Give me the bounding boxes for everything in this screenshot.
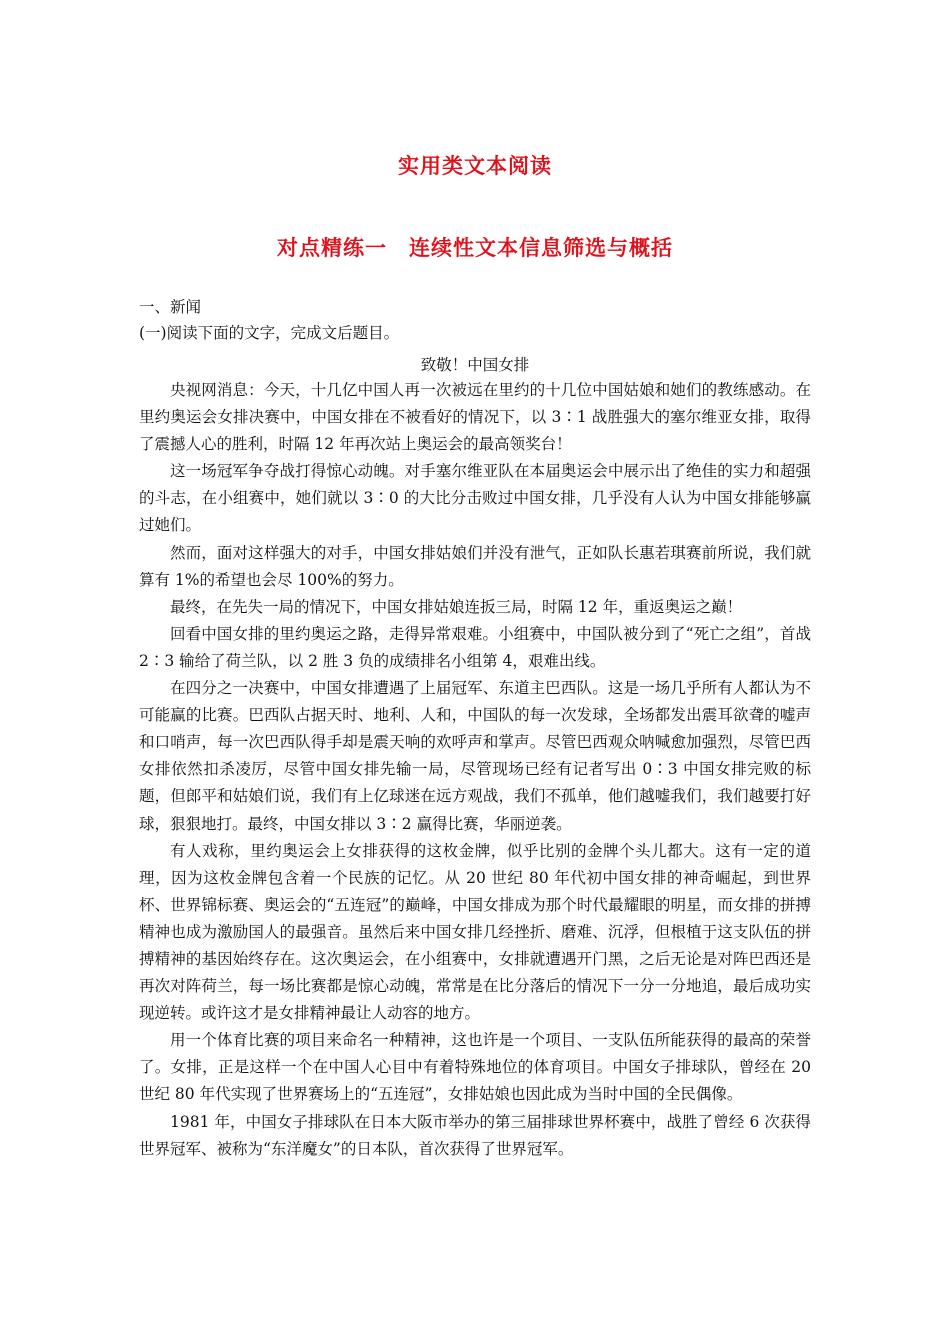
paragraph: 1981 年，中国女子排球队在日本大阪市举办的第三届排球世界杯赛中，战胜了曾经 6 次获得世界冠军、被称为“东洋魔女”的日本队，首次获得了世界冠军。: [139, 1112, 811, 1158]
paragraph: 在四分之一决赛中，中国女排遭遇了上届冠军、东道主巴西队。这是一场几乎所有人都认为不可能赢的比赛。巴西队占据天时、地利、人和，中国队的每一次发球，全场都发出震耳欲聋的嘘声和口哨声，每一次巴西队得手却是震天响的欢呼声和掌声。尽管巴西观众呐喊愈加强烈，尽管巴西女排依然扣杀凌厉，尽管中国女排先输一局，尽管现场已经有记者写出 0∶3 中国女排完败的标题，但郎平和姑娘们说，我们有上亿球迷在远方观战，我们不孤单，他们越嘘我们，我们越要打好球，狠狠地打。最终，中国女排以 3∶2 赢得比赛，华丽逆袭。: [139, 679, 811, 833]
instruction-text: (一)阅读下面的文字，完成文后题目。: [139, 324, 400, 342]
page-subtitle: 对点精练一 连续性文本信息筛选与概括: [277, 236, 673, 260]
page-title: 实用类文本阅读: [398, 154, 552, 178]
article-title: 致敬！中国女排: [420, 356, 530, 374]
paragraph: 用一个体育比赛的项目来命名一种精神，这也许是一个项目、一支队伍所能获得的最高的荣誉了。女排，正是这样一个在中国人心目中有着特殊地位的体育项目。中国女子排球队，曾经在 20 世纪 80 年代实现了世界赛场上的“五连冠”，女排姑娘也因此成为当时中国的全民偶像。: [139, 1031, 811, 1104]
article-body: [139, 377, 811, 1163]
paragraph: 央视网消息：今天，十几亿中国人再一次被远在里约的十几位中国姑娘和她们的教练感动。在里约奥运会女排决赛中，中国女排在不被看好的情况下，以 3∶1 战胜强大的塞尔维亚女排，取得了震撼人心的胜利，时隔 12 年再次站上奥运会的最高领奖台！: [139, 381, 811, 454]
paragraph: 回看中国女排的里约奥运之路，走得异常艰难。小组赛中，中国队被分到了“死亡之组”，首战 2∶3 输给了荷兰队，以 2 胜 3 负的成绩排名小组第 4，艰难出线。: [139, 624, 811, 670]
paragraph: 这一场冠军争夺战打得惊心动魄。对手塞尔维亚队在本届奥运会中展示出了绝佳的实力和超强的斗志，在小组赛中，她们就以 3∶0 的大比分击败过中国女排，几乎没有人认为中国女排能够赢过她们。: [139, 462, 811, 535]
paragraph: 然而，面对这样强大的对手，中国女排姑娘们并没有泄气，正如队长惠若琪赛前所说，我们就算有 1%的希望也会尽 100%的努力。: [139, 543, 811, 589]
section-heading: 一、新闻: [139, 298, 202, 316]
paragraph: 最终，在先失一局的情况下，中国女排姑娘连扳三局，时隔 12 年，重返奥运之巅！: [170, 597, 743, 616]
paragraph: 有人戏称，里约奥运会上女排获得的这枚金牌，似乎比别的金牌个头儿都大。这有一定的道理，因为这枚金牌包含着一个民族的记忆。从 20 世纪 80 年代初中国女排的神奇崛起，到世界杯、世界锦标赛、奥运会的“五连冠”的巅峰，中国女排成为那个时代最耀眼的明星，而女排的拼搏精神也成为激励国人的最强音。虽然后来中国女排几经挫折、磨难、沉浮，但根植于这支队伍的拼搏精神的基因始终存在。这次奥运会，在小组赛中，女排就遭遇开门黑，之后无论是对阵巴西还是再次对阵荷兰，每一场比赛都是惊心动魄，常常是在比分落后的情况下一分一分地追，最后成功实现逆转。或许这才是女排精神最让人动容的地方。: [139, 841, 811, 1023]
